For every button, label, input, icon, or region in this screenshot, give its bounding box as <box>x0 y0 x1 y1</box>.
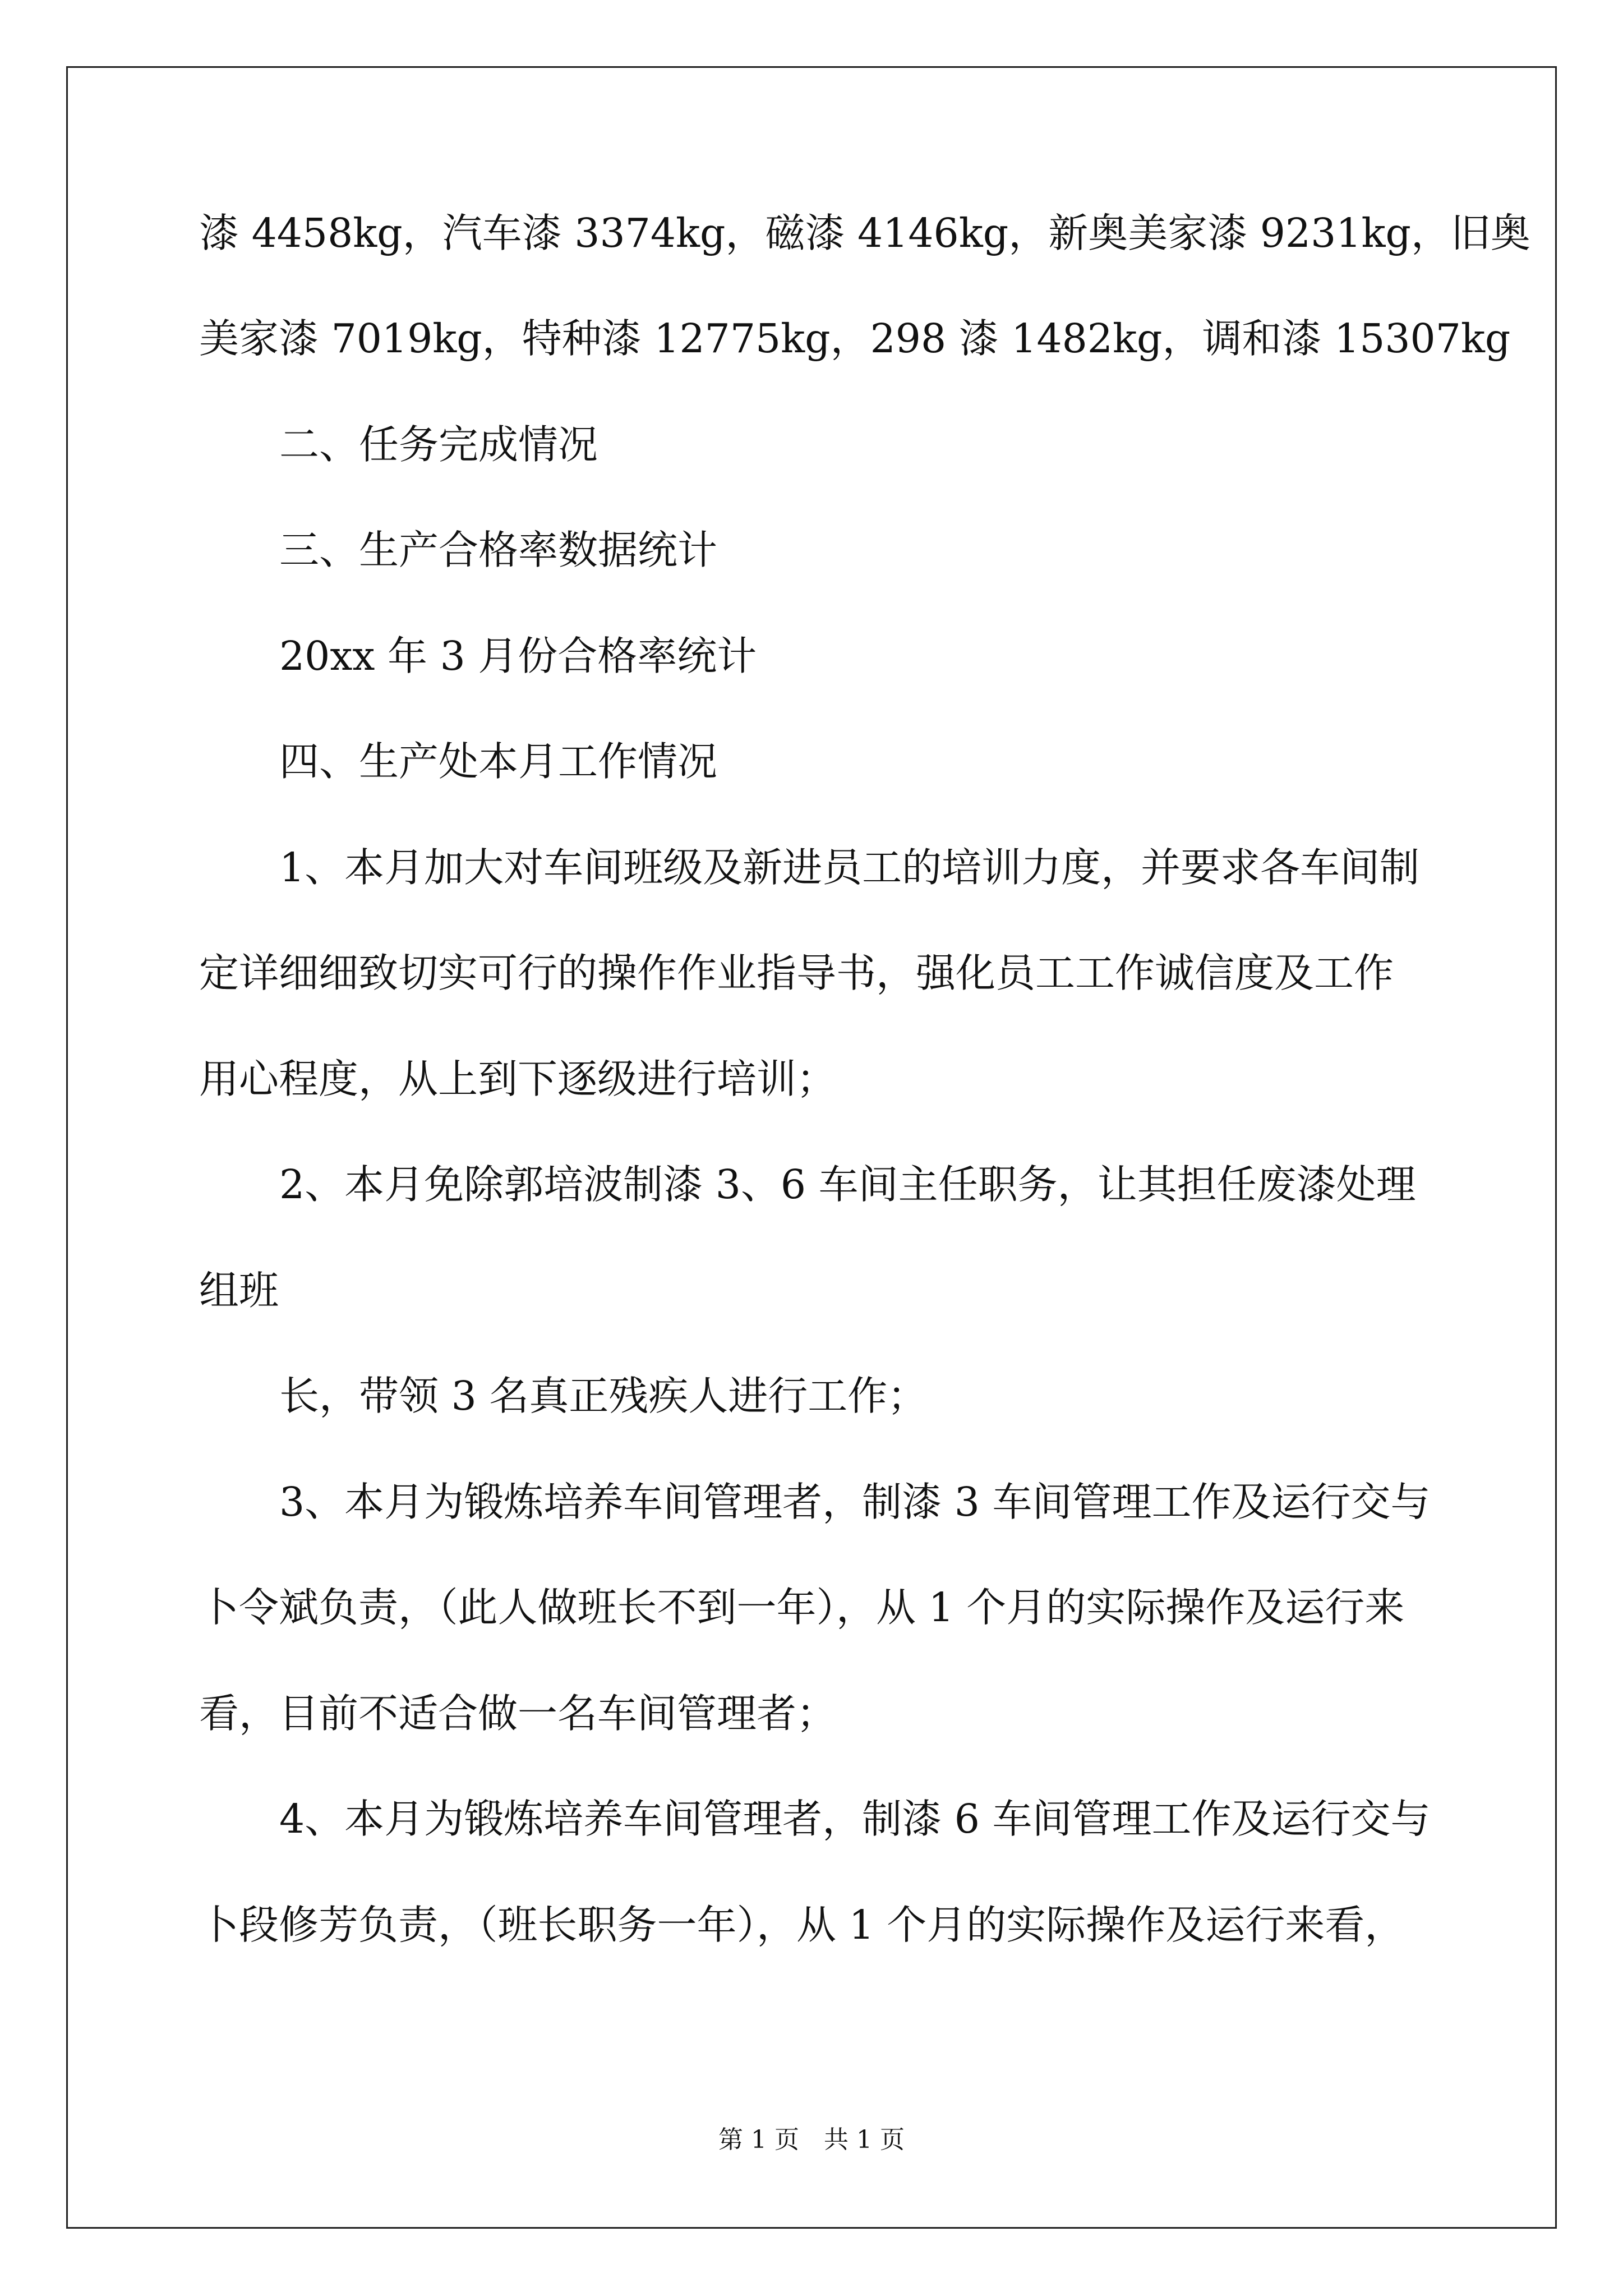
section-heading: 二、任务完成情况 <box>279 421 598 468</box>
text-line: 定详细细致切实可行的操作作业指导书，强化员工工作诚信度及工作 <box>199 950 1394 996</box>
text-line: 美家漆 7019kg，特种漆 12775kg，298 漆 1482kg，调和漆 15307kg <box>199 315 1511 362</box>
text-line: 用心程度，从上到下逐级进行培训； <box>199 1056 837 1102</box>
section-heading: 四、生产处本月工作情况 <box>279 738 718 785</box>
section-heading: 三、生产合格率数据统计 <box>279 527 718 573</box>
text-line: 漆 4458kg，汽车漆 3374kg，磁漆 4146kg，新奥美家漆 9231kg，旧奥 <box>199 210 1530 256</box>
text-line: 长，带领 3 名真正残疾人进行工作； <box>279 1373 928 1419</box>
text-line: 3、本月为锻炼培养车间管理者，制漆 3 车间管理工作及运行交与 <box>279 1479 1431 1525</box>
text-line: 看，目前不适合做一名车间管理者； <box>199 1690 837 1737</box>
text-line: 20xx 年 3 月份合格率统计 <box>279 633 757 679</box>
text-line: 组班 <box>199 1267 279 1314</box>
text-line: 2、本月免除郭培波制漆 3、6 车间主任职务，让其担任废漆处理 <box>279 1161 1416 1208</box>
page-footer: 第 1 页 共 1 页 <box>718 2125 905 2154</box>
text-line: 卜段修芳负责，（班长职务一年），从 1 个月的实际操作及运行来看， <box>199 1902 1405 1948</box>
text-line: 1、本月加大对车间班级及新进员工的培训力度，并要求各车间制 <box>279 844 1420 891</box>
text-line: 卜令斌负责，（此人做班长不到一年），从 1 个月的实际操作及运行来 <box>199 1584 1405 1631</box>
text-line: 4、本月为锻炼培养车间管理者，制漆 6 车间管理工作及运行交与 <box>279 1796 1431 1842</box>
